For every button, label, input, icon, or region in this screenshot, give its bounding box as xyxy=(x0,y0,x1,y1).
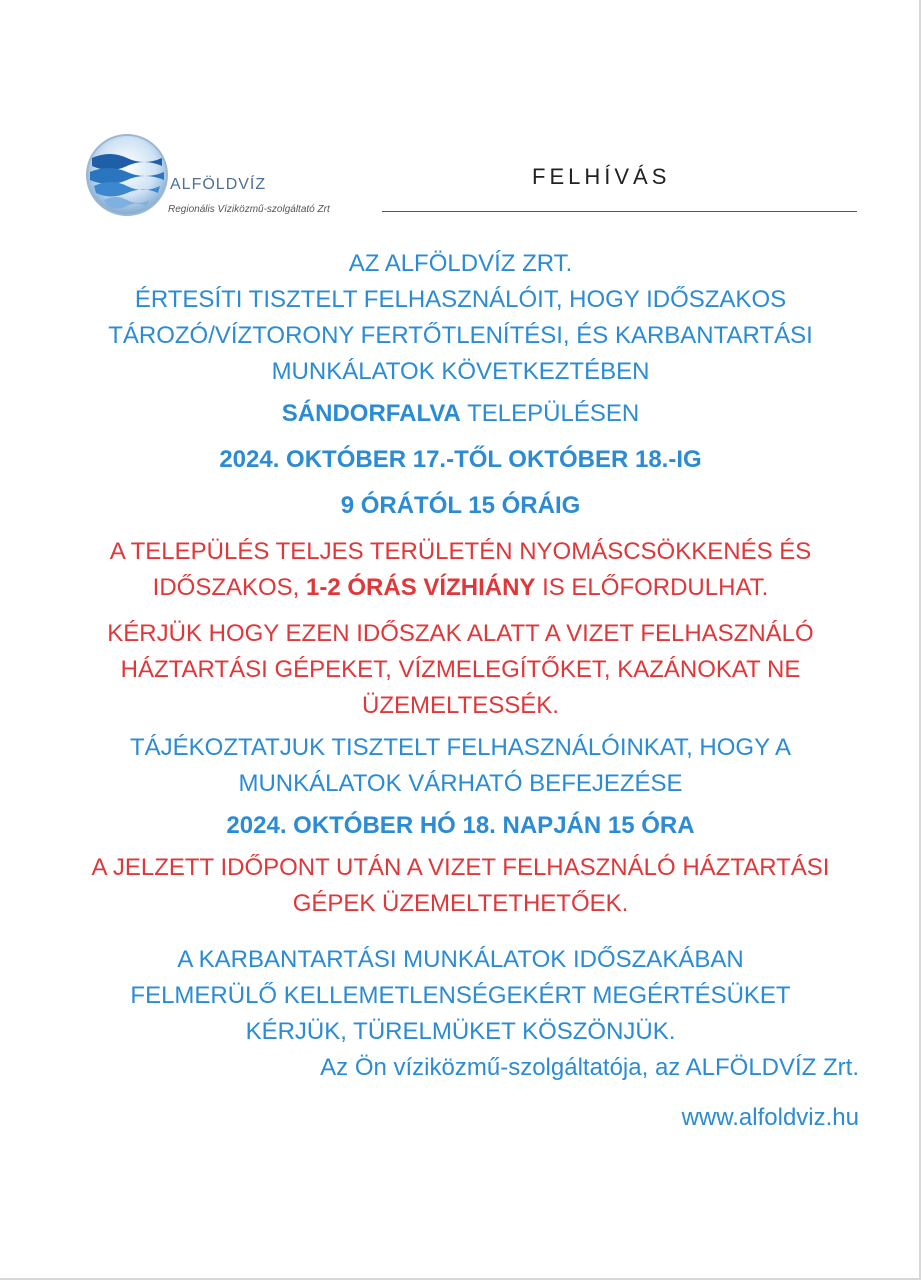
warning-post: IS ELŐFORDULHAT. xyxy=(535,574,769,601)
after-line: A JELZETT IDŐPONT UTÁN A VIZET FELHASZNÁLÓ HÁZTARTÁSI xyxy=(91,854,830,881)
intro-line: ÉRTESÍTI TISZTELT FELHASZNÁLÓIT, HOGY IDŐSZAKOS xyxy=(134,286,787,313)
intro-line: MUNKÁLATOK KÖVETKEZTÉBEN xyxy=(271,358,650,385)
apology-line: FELMERÜLŐ KELLEMETLENSÉGEKÉRT MEGÉRTÉSÜKET xyxy=(130,982,791,1009)
water-outage-highlight: 1-2 ÓRÁS VÍZHIÁNY xyxy=(306,574,536,601)
request-line: KÉRJÜK HOGY EZEN IDŐSZAK ALATT A VIZET FELHASZNÁLÓ xyxy=(107,620,814,647)
intro-line: TÁROZÓ/VÍZTORONY FERTŐTLENÍTÉSI, ÉS KARBANTARTÁSI xyxy=(108,322,813,349)
settlement-line xyxy=(40,396,881,432)
logo-wordmark: ALFÖLDVÍZ xyxy=(170,176,267,193)
after-line: GÉPEK ÜZEMELTETHETŐEK. xyxy=(292,890,629,917)
water-drop-logo-icon xyxy=(82,130,172,220)
header-rule xyxy=(382,211,857,212)
signature: Az Ön víziközmű-szolgáltatója, az ALFÖLDVÍZ Zrt. xyxy=(320,1054,859,1081)
apology-line: A KARBANTARTÁSI MUNKÁLATOK IDŐSZAKÁBAN xyxy=(177,946,744,973)
completion-line: TÁJÉKOZTATJUK TISZTELT FELHASZNÁLÓINKAT, HOGY A xyxy=(129,734,792,761)
completion-line: MUNKÁLATOK VÁRHATÓ BEFEJEZÉSE xyxy=(238,770,683,797)
warning-line xyxy=(40,570,881,606)
website-link[interactable]: www.alfoldviz.hu xyxy=(681,1104,859,1131)
letterhead xyxy=(82,128,862,228)
request-line: ÜZEMELTESSÉK. xyxy=(362,692,559,719)
settlement-name: SÁNDORFALVA xyxy=(281,400,461,427)
apology-line: KÉRJÜK, TÜRELMÜKET KÖSZÖNJÜK. xyxy=(245,1018,676,1045)
document-heading: FELHÍVÁS xyxy=(532,164,671,189)
date-range: 2024. OKTÓBER 17.-TŐL OKTÓBER 18.-IG xyxy=(219,446,702,473)
request-line: HÁZTARTÁSI GÉPEKET, VÍZMELEGÍTŐKET, KAZÁNOKAT NE xyxy=(120,656,801,683)
warning-line: A TELEPÜLÉS TELJES TERÜLETÉN NYOMÁSCSÖKKENÉS ÉS xyxy=(109,538,812,565)
logo-subtitle: Regionális Víziközmű-szolgáltató Zrt xyxy=(168,204,330,215)
settlement-suffix: TELEPÜLÉSEN xyxy=(460,400,640,427)
notice-body xyxy=(40,246,881,1136)
completion-date: 2024. OKTÓBER HÓ 18. NAPJÁN 15 ÓRA xyxy=(226,812,695,839)
company-line: AZ ALFÖLDVÍZ ZRT. xyxy=(348,250,573,277)
time-range: 9 ÓRÁTÓL 15 ÓRÁIG xyxy=(340,492,581,519)
warning-pre: IDŐSZAKOS, xyxy=(152,574,307,601)
